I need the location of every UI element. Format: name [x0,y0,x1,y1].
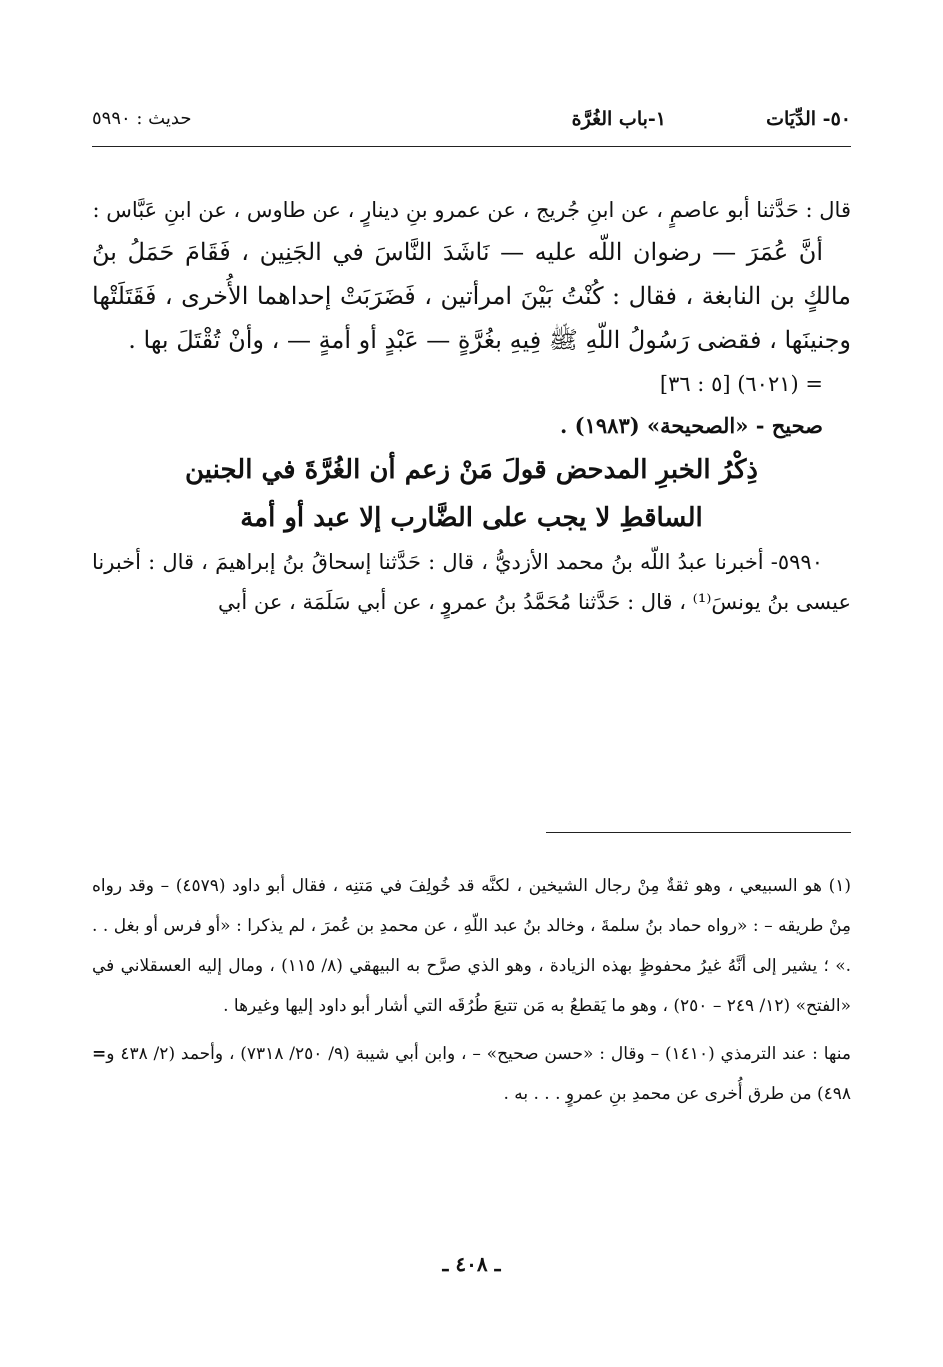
hadith-number-ref: حديث : ٥٩٩٠ [92,108,192,129]
main-text [92,190,851,622]
footnote-divider [546,832,851,833]
footnote-1-continued [92,1034,851,1114]
cross-reference: = (٦٠٢١) [٥ : ٣٦] [659,372,823,396]
isnad-paragraph: قال : حَدَّثنا أبو عاصمٍ ، عن ابنِ جُريج ، عن عمرو بنِ دينارٍ ، عن طاوس ، عن ابنِ عَبَّاس : [92,198,851,222]
footnote-1: (١) هو السبيعي ، وهو ثقةٌ مِنْ رجال الشيخين ، لكنَّه قد خُولِفَ في مَتنِه ، فقال أبو داود (٤٥٧٩) – وقد رواه مِنْ طريقه – : «رواه حماد بنُ سلمةَ ، وخالد بنُ عبد اللّهِ ، عن محمدِ بن عُمرَ ، لم يذكرا : «أو فرس أو بغل . . .» ؛ يشير إلى أنَّهُ غيرُ محفوظٍ بهذه الزيادة ، وهو الذي صرَّح به البيهقي (٨/ ١١٥) ، ومال إليه العسقلاني في «الفتح» (١٢/ ٢٤٩ – ٢٥٠) ، وهو ما يَقطعُ به مَن تتبعَ طُرُقَه التي أشار أبو داود إليها وغيرها . [92,876,852,1016]
hadith-5990-isnad: ٥٩٩٠- أخبرنا عبدُ اللّه بنُ محمد الأزديُّ ، قال : حَدَّثنا إسحاقُ بنُ إبراهيمَ ، قال : أخبرنا عيسى بنُ يونسَ⁽¹⁾ ، قال : حَدَّثنا مُحَمَّدُ بنُ عمروٍ ، عن أبي سَلَمَة ، عن أبي [92,550,851,614]
header-divider [92,146,851,147]
footnote-1-continued-text: منها : عند الترمذي (١٤١٠) – وقال : «حسن صحيح» – ، وابن أبي شيبة (٩/ ٢٥٠/ ٧٣١٨) ، وأحمد (٢/ ٤٣٨ و ٤٩٨) من طرق أُخرى عن محمدِ بنِ عمروٍ . . . به . [106,1044,852,1104]
chapter-heading: ٥٠- الدِّيَات [766,108,851,130]
hadith-grade: صحيح - «الصحيحة» (١٩٨٣) . [560,413,823,438]
footnotes [92,866,851,1114]
chapter-title-line-1: ذِكْرُ الخبرِ المدحض قولَ مَنْ زعم أن الغُرَّةَ في الجنين [185,455,758,485]
chapter-title [92,446,851,542]
section-heading: ١-باب الغُرَّة [571,108,666,130]
hadith-matn: أنَّ عُمَرَ — رضوان اللّه عليه — نَاشَدَ النَّاسَ في الجَنِين ، فَقَامَ حَمَلُ بنُ مالكٍ بن النابغة ، فقال : كُنْتُ بَيْنَ امرأتين ، فَضَرَبَتْ إحداهما الأُخرى ، فَقَتَلَتْها وجنينَها ، فقضى رَسُولُ اللّهِ ﷺ فِيهِ بغُرَّةٍ — عَبْدٍ أو أمةٍ — ، وأنْ تُقْتَلَ بها . [92,238,851,354]
page-number: ـ ٤٠٨ ـ [442,1252,501,1276]
page-header [92,108,851,142]
continuation-mark: = [92,1044,107,1064]
chapter-title-line-2: الساقطِ لا يجب على الضَّارب إلا عبد أو أمة [240,503,703,533]
